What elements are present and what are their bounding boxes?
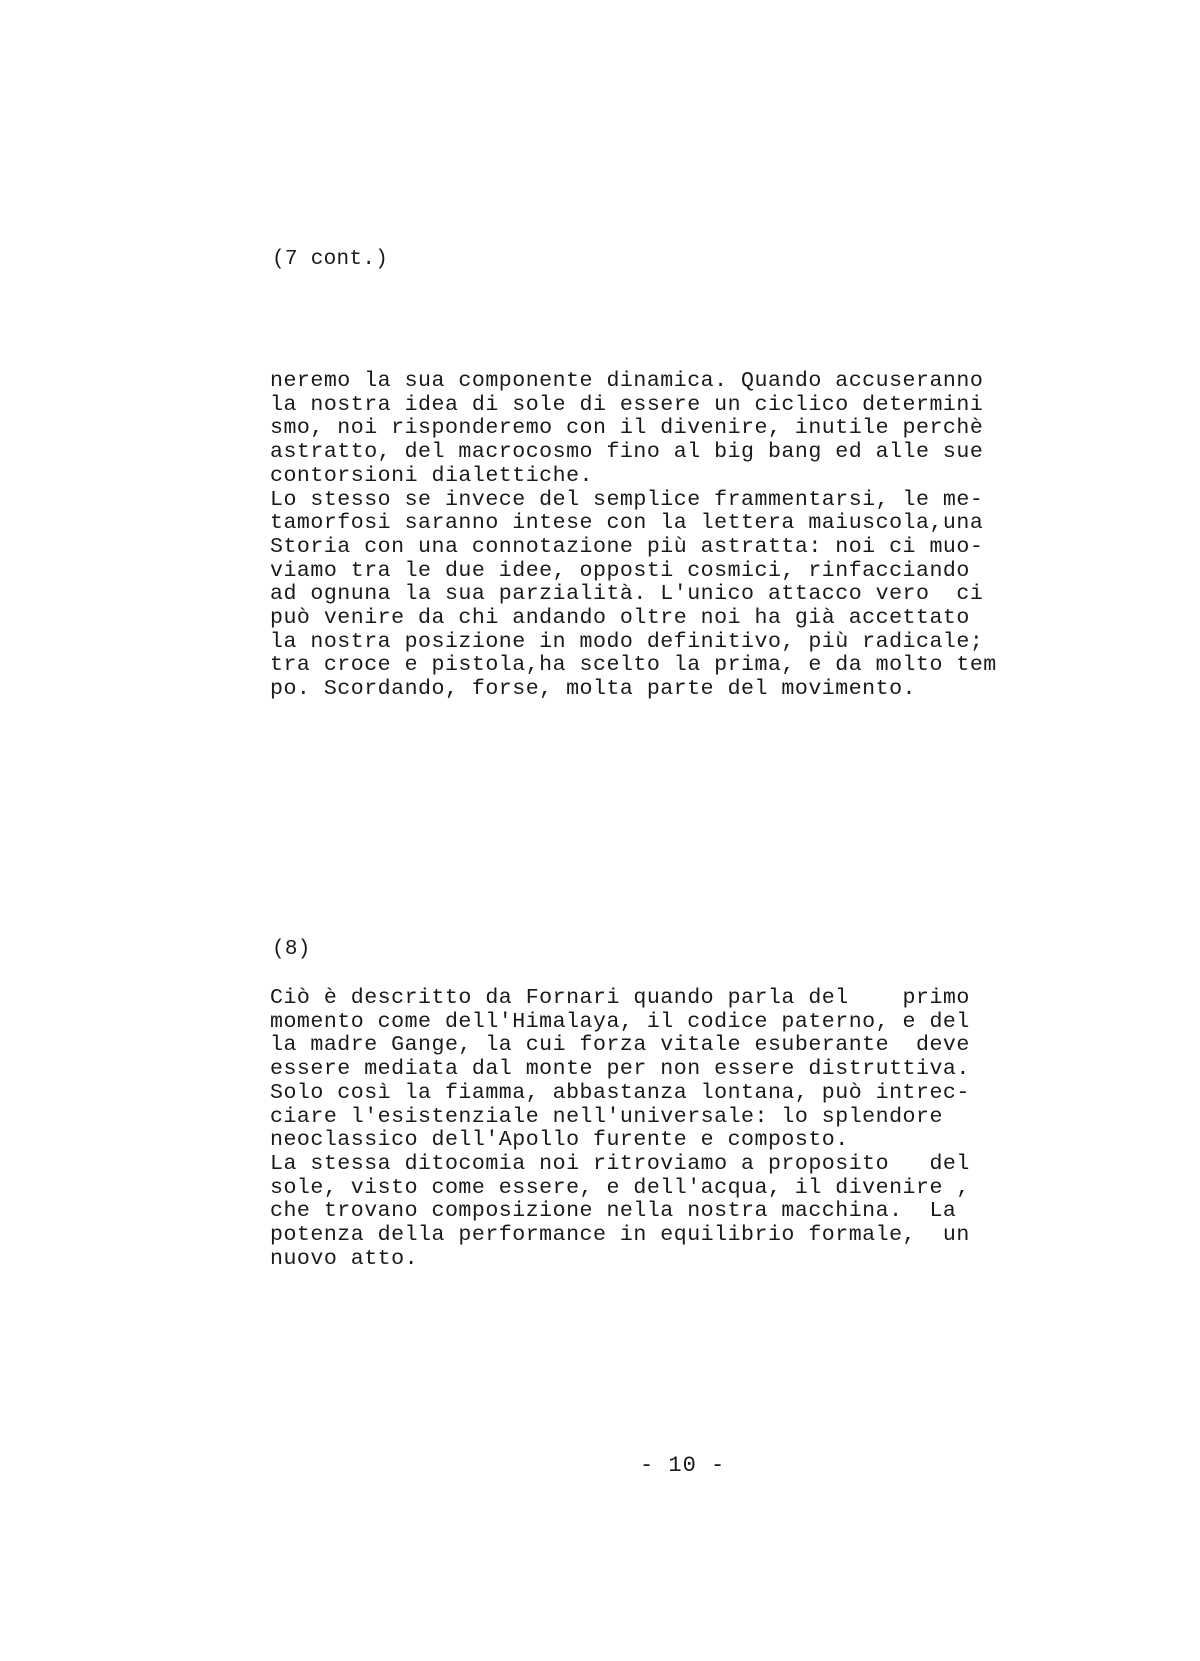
text-line: che trovano composizione nella nostra macchina. La: [270, 1199, 957, 1224]
text-line: Solo così la fiamma, abbastanza lontana, può intrec-: [270, 1080, 970, 1105]
text-line: momento come dell'Himalaya, il codice paterno, e del: [270, 1009, 970, 1034]
text-line: tra croce e pistola,ha scelto la prima, e da molto tem: [270, 653, 997, 678]
text-line: La stessa ditocomia noi ritroviamo a proposito del: [270, 1151, 970, 1176]
text-line: viamo tra le due idee, opposti cosmici, rinfacciando: [270, 558, 970, 583]
text-line: neremo la sua componente dinamica. Quando accuseranno: [270, 369, 984, 393]
note-8-heading: (8): [272, 938, 311, 961]
text-line: essere mediata dal monte per non essere distruttiva.: [270, 1057, 970, 1082]
text-line: tamorfosi saranno intese con la lettera maiuscola,una: [270, 511, 984, 536]
text-line: potenza della performance in equilibrio formale, un: [270, 1223, 970, 1248]
text-line: neoclassico dell'Apollo furente e composto.: [270, 1128, 849, 1153]
text-line: ciare l'esistenziale nell'universale: lo splendore: [270, 1104, 943, 1129]
text-line: la nostra posizione in modo definitivo, più radicale;: [270, 629, 984, 654]
note-7-heading: (7 cont.): [272, 248, 389, 271]
text-line: Lo stesso se invece del semplice frammentarsi, le me-: [270, 487, 984, 512]
page-number: - 10 -: [640, 1453, 726, 1478]
text-line: contorsioni dialettiche.: [270, 463, 594, 488]
text-line: può venire da chi andando oltre noi ha già accettato: [270, 606, 970, 631]
text-line: smo, noi risponderemo con il divenire, inutile perchè: [270, 416, 984, 441]
text-line: sole, visto come essere, e dell'acqua, il divenire ,: [270, 1175, 970, 1200]
note-7-paragraph: [270, 370, 1030, 702]
text-line: la nostra idea di sole di essere un ciclico determini: [270, 392, 984, 417]
text-line: astratto, del macrocosmo fino al big bang ed alle sue: [270, 440, 984, 465]
text-line: po. Scordando, forse, molta parte del movimento.: [270, 677, 917, 702]
text-line: nuovo atto.: [270, 1246, 419, 1271]
note-8-paragraph: [270, 987, 1030, 1271]
text-line: Storia con una connotazione più astratta: noi ci muo-: [270, 534, 984, 559]
text-line: ad ognuna la sua parzialità. L'unico attacco vero ci: [270, 582, 984, 607]
text-line: Ciò è descritto da Fornari quando parla del primo: [270, 986, 970, 1010]
text-line: la madre Gange, la cui forza vitale esuberante deve: [270, 1033, 970, 1058]
